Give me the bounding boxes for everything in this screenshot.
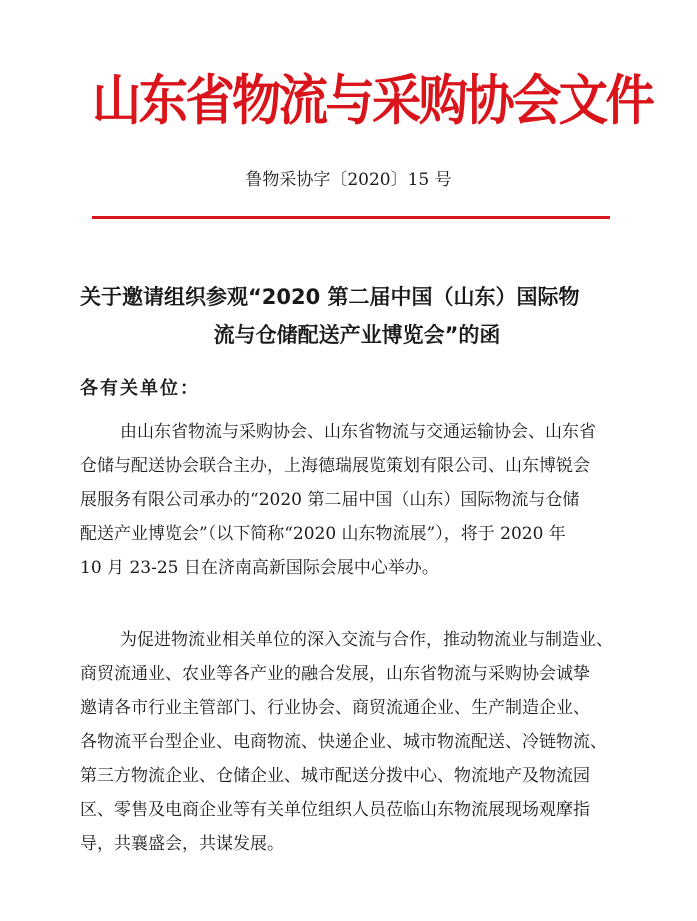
paragraph-line: 导，共襄盛会，共谋发展。: [80, 834, 284, 854]
letterhead-title: 山东省物流与采购协会文件: [92, 68, 652, 132]
document-title: [80, 278, 640, 354]
document-number: 鲁物采协字〔2020〕15 号: [245, 170, 452, 190]
paragraph-line: 第三方物流企业、仓储企业、城市配送分拨中心、物流地产及物流园: [80, 766, 590, 786]
title-line-2: 流与仓储配送产业博览会”的函: [213, 323, 501, 347]
paragraph-line: 配送产业博览会”（以下简称“2020 山东物流展”），将于 2020 年: [80, 524, 566, 544]
paragraph-line: 由山东省物流与采购协会、山东省物流与交通运输协会、山东省: [120, 422, 596, 442]
paragraph-line: 邀请各市行业主管部门、行业协会、商贸流通企业、生产制造企业、: [80, 698, 590, 718]
body-paragraph-1: [80, 415, 640, 585]
paragraph-line: 10 月 23-25 日在济南高新国际会展中心举办。: [80, 558, 439, 578]
red-divider-line: [92, 216, 610, 219]
title-line-1: 关于邀请组织参观“2020 第二届中国（山东）国际物: [80, 285, 580, 309]
paragraph-line: 区、零售及电商企业等有关单位组织人员莅临山东物流展现场观摩指: [80, 800, 590, 820]
paragraph-line: 展服务有限公司承办的“2020 第二届中国（山东）国际物流与仓储: [80, 490, 580, 510]
paragraph-line: 仓储与配送协会联合主办，上海德瑞展览策划有限公司、山东博锐会: [80, 456, 590, 476]
paragraph-line: 为促进物流业相关单位的深入交流与合作，推动物流业与制造业、: [120, 630, 613, 650]
salutation: 各有关单位：: [80, 378, 200, 399]
body-paragraph-2: [80, 623, 640, 861]
paragraph-line: 商贸流通业、农业等各产业的融合发展，山东省物流与采购协会诚挚: [80, 664, 590, 684]
paragraph-line: 各物流平台型企业、电商物流、快递企业、城市物流配送、冷链物流、: [80, 732, 607, 752]
